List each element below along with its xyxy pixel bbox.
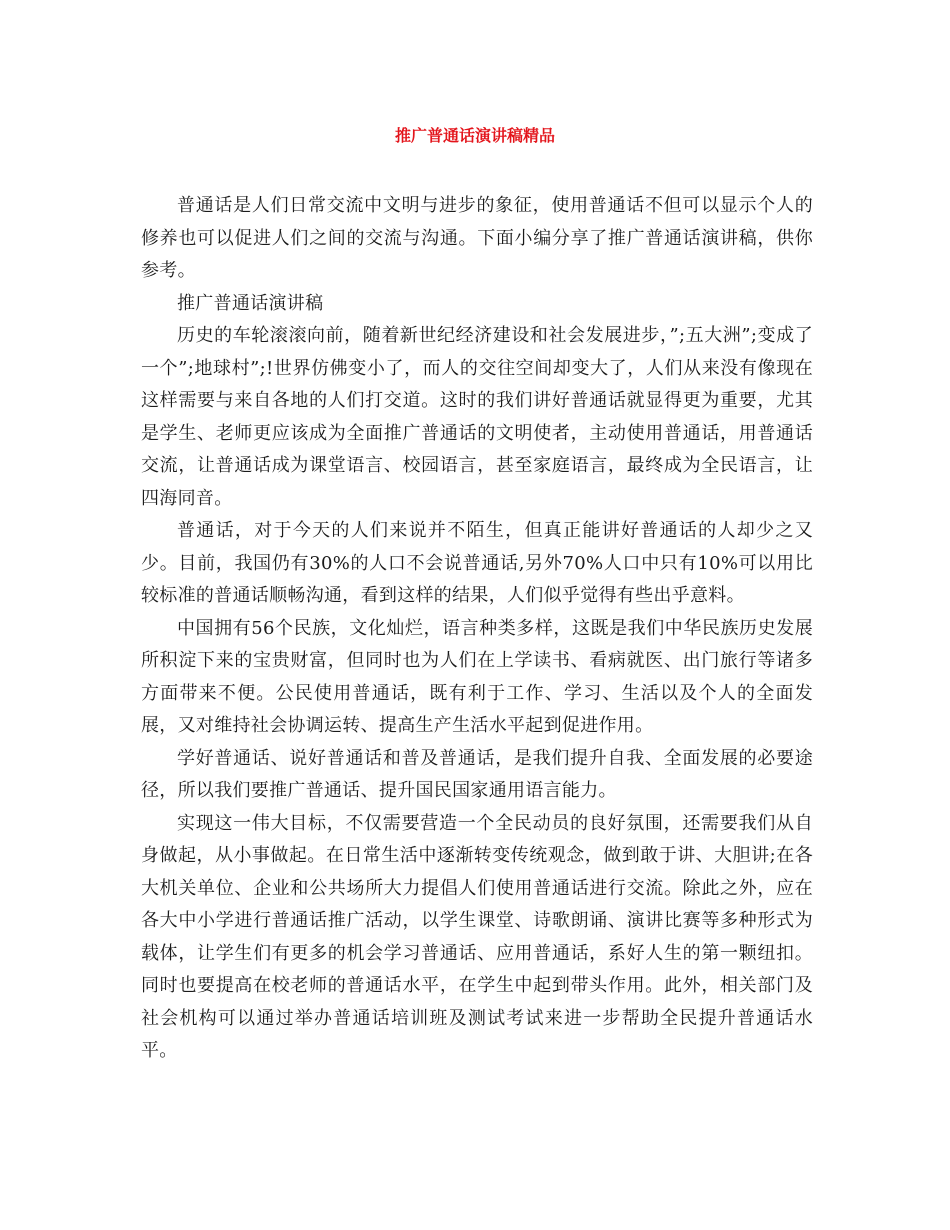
intro-paragraph: 普通话是人们日常交流中文明与进步的象征，使用普通话不但可以显示个人的修养也可以促进人们之间的交流与沟通。下面小编分享了推广普通话演讲稿，供你参考。 (141, 195, 813, 281)
section-heading: 推广普通话演讲稿 (177, 292, 324, 314)
document-title: 推广普通话演讲稿精品 (394, 126, 555, 145)
document-body (141, 190, 813, 1068)
body-paragraph: 普通话，对于今天的人们来说并不陌生，但真正能讲好普通话的人却少之又少。目前，我国仍有30%的人口不会说普通话,另外70%人口中只有10%可以用比较标准的普通话顺畅沟通，看到这样的结果，人们似乎觉得有些出乎意料。 (141, 520, 813, 606)
body-paragraph: 中国拥有56个民族，文化灿烂，语言种类多样，这既是我们中华民族历史发展所积淀下来的宝贵财富，但同时也为人们在上学读书、看病就医、出门旅行等诸多方面带来不便。公民使用普通话，既有利于工作、学习、生活以及个人的全面发展，又对维持社会协调运转、提高生产生活水平起到促进作用。 (141, 617, 813, 736)
body-paragraph: 历史的车轮滚滚向前，随着新世纪经济建设和社会发展进步，”;五大洲”;变成了一个”;地球村”;!世界仿佛变小了，而人的交往空间却变大了，人们从来没有像现在这样需要与来自各地的人们打交道。这时的我们讲好普通话就显得更为重要，尤其是学生、老师更应该成为全面推广普通话的文明使者，主动使用普通话，用普通话交流，让普通话成为课堂语言、校园语言，甚至家庭语言，最终成为全民语言，让四海同音。 (141, 325, 813, 509)
body-paragraph: 实现这一伟大目标，不仅需要营造一个全民动员的良好氛围，还需要我们从自身做起，从小事做起。在日常生活中逐渐转变传统观念，做到敢于讲、大胆讲;在各大机关单位、企业和公共场所大力提倡人们使用普通话进行交流。除此之外，应在各大中小学进行普通话推广活动，以学生课堂、诗歌朗诵、演讲比赛等多种形式为载体，让学生们有更多的机会学习普通话、应用普通话，系好人生的第一颗纽扣。同时也要提高在校老师的普通话水平，在学生中起到带头作用。此外，相关部门及社会机构可以通过举办普通话培训班及测试考试来进一步帮助全民提升普通话水平。 (141, 812, 813, 1061)
body-paragraph: 学好普通话、说好普通话和普及普通话，是我们提升自我、全面发展的必要途径，所以我们要推广普通话、提升国民国家通用语言能力。 (141, 747, 813, 801)
